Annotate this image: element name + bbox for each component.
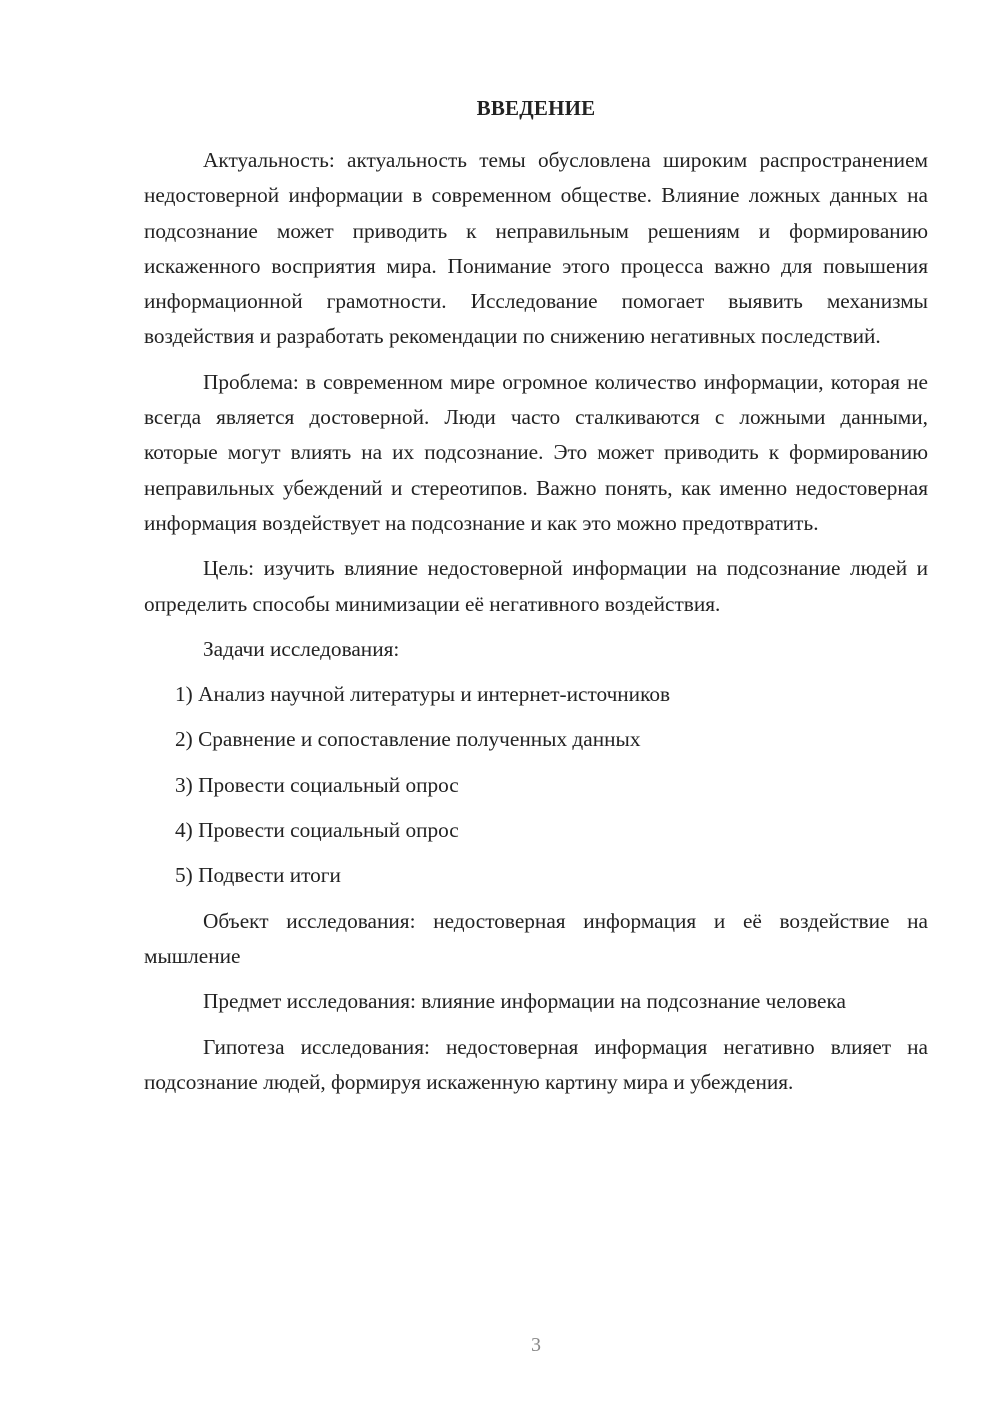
- task-item-1: 1) Анализ научной литературы и интернет-источников: [175, 682, 671, 707]
- task-item-3: 3) Провести социальный опрос: [175, 772, 459, 797]
- document-body: [144, 143, 928, 1100]
- hypothesis-paragraph: Гипотеза исследования: недостоверная информация негативно влияет на подсознание людей, формируя искаженную картину мира и убеждения.: [144, 1034, 928, 1094]
- subject-paragraph: Предмет исследования: влияние информации на подсознание человека: [203, 989, 846, 1014]
- task-item-4: 4) Провести социальный опрос: [175, 818, 459, 843]
- task-item-2: 2) Сравнение и сопоставление полученных данных: [175, 727, 641, 752]
- relevance-paragraph: Актуальность: актуальность темы обусловлена широким распространением недостоверной информации в современном обществе. Влияние ложных данных на подсознание может приводить к неправильным решениям и формированию искаженного восприятия мира. Понимание этого процесса важно для повышения информационной грамотности. Исследование помогает выявить механизмы воздействия и разработать рекомендации по снижению негативных последствий.: [144, 148, 928, 349]
- tasks-heading: Задачи исследования:: [203, 636, 400, 661]
- section-heading: ВВЕДЕНИЕ: [476, 96, 596, 120]
- problem-paragraph: Проблема: в современном мире огромное количество информации, которая не всегда является достоверной. Люди часто сталкиваются с ложными данными, которые могут влиять на их подсознание. Это может приводить к формированию неправильных убеждений и стереотипов. Важно понять, как именно недостоверная информация воздействует на подсознание и как это можно предотвратить.: [144, 369, 928, 535]
- task-item-5: 5) Подвести итоги: [175, 863, 341, 888]
- goal-paragraph: Цель: изучить влияние недостоверной информации на подсознание людей и определить способы минимизации её негативного воздействия.: [144, 556, 928, 616]
- object-paragraph: Объект исследования: недостоверная информация и её воздействие на мышление: [144, 908, 928, 968]
- page-number: 3: [531, 1334, 541, 1356]
